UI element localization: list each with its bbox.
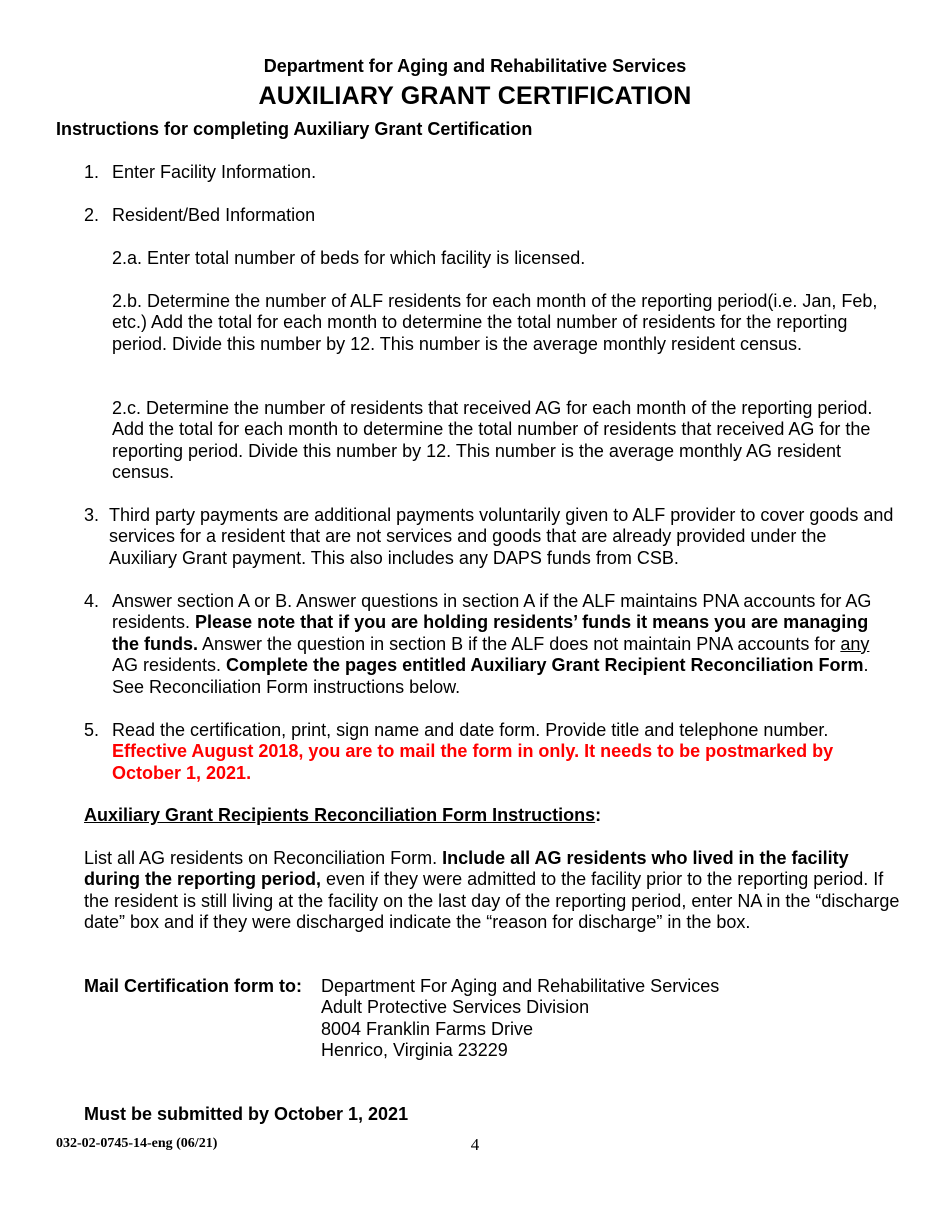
address-line: 8004 Franklin Farms Drive bbox=[321, 1018, 534, 1039]
mailing-address bbox=[321, 976, 719, 1062]
reconciliation-heading-colon: : bbox=[595, 805, 602, 825]
page-title: AUXILIARY GRANT CERTIFICATION bbox=[258, 82, 692, 110]
submission-deadline: Must be submitted by October 1, 2021 bbox=[84, 1104, 409, 1124]
item-4-part: AG residents. bbox=[112, 655, 227, 676]
item-number: 2. bbox=[84, 205, 100, 225]
reconciliation-part: even if they were admitted to the facility prior to the reporting period. If the resident is still living at the facility on the last day of the reporting period, enter NA in the “discharge date” box and if they were discharged indicate the “reason for discharge” in the box. bbox=[84, 869, 900, 933]
reconciliation-part: List all AG residents on Reconciliation Form. bbox=[84, 848, 443, 868]
department-name: Department for Aging and Rehabilitative Services bbox=[263, 56, 687, 76]
reconciliation-bold-part: Include all AG residents who lived in the facility during the reporting period, bbox=[84, 848, 849, 890]
item-text: Enter Facility Information. bbox=[112, 162, 317, 182]
item-5-text: Read the certification, print, sign name and date form. Provide title and telephone number. bbox=[112, 720, 829, 740]
item-4-underlined-word: any bbox=[840, 633, 870, 654]
item-number: 3. bbox=[84, 505, 100, 525]
item-number: 1. bbox=[84, 162, 100, 182]
item-4-part: . See Reconciliation Form instructions below. bbox=[112, 655, 869, 697]
reconciliation-heading bbox=[84, 805, 904, 826]
address-line: Adult Protective Services Division bbox=[321, 997, 590, 1018]
address-line: Henrico, Virginia 23229 bbox=[321, 1040, 508, 1061]
reconciliation-paragraph bbox=[84, 848, 904, 934]
item-text bbox=[112, 720, 894, 784]
item-text: Third party payments are additional payments voluntarily given to ALF provider to cover goods and services for a resident that are not services and goods that are already provided under the Auxiliary Grant payment. This also includes any DAPS funds from CSB. bbox=[109, 505, 894, 568]
reconciliation-heading-text: Auxiliary Grant Recipients Reconciliation Form Instructions bbox=[84, 805, 596, 825]
page-number: 4 bbox=[470, 1135, 480, 1154]
instructions-heading: Instructions for completing Auxiliary Grant Certification bbox=[56, 119, 533, 139]
item-4-bold-note: Please note that if you are holding residents’ funds it means you are managing the funds. bbox=[112, 612, 869, 654]
address-line: Department For Aging and Rehabilitative Services bbox=[321, 976, 720, 996]
mail-deadline-notice: Effective August 2018, you are to mail the form in only. It needs to be postmarked by October 1, 2021. bbox=[112, 741, 834, 783]
list-item-5 bbox=[84, 720, 894, 784]
list-item-2 bbox=[84, 205, 894, 226]
form-number: 032-02-0745-14-eng (06/21) bbox=[56, 1136, 218, 1151]
list-item-3 bbox=[84, 505, 894, 569]
item-4-part: Answer the question in section B if the ALF does not maintain PNA accounts for bbox=[198, 633, 841, 654]
item-text bbox=[112, 591, 894, 698]
mail-label: Mail Certification form to: bbox=[84, 976, 303, 996]
item-number: 4. bbox=[84, 591, 100, 611]
item-number: 5. bbox=[84, 720, 100, 740]
sub-item-2c: 2.c. Determine the number of residents that received AG for each month of the reporting period. Add the total for each month to determine the total number of residents that received AG for the reporting period. Divide this number by 12. This number is the average monthly AG resident census. bbox=[112, 398, 873, 483]
list-item-1 bbox=[84, 162, 894, 183]
item-4-bold-instruction: Complete the pages entitled Auxiliary Grant Recipient Reconciliation Form bbox=[226, 655, 864, 676]
sub-item-2a: 2.a. Enter total number of beds for which facility is licensed. bbox=[112, 248, 586, 268]
list-item-4 bbox=[84, 591, 894, 698]
item-text: Resident/Bed Information bbox=[112, 205, 316, 225]
sub-item-2b: 2.b. Determine the number of ALF residents for each month of the reporting period(i.e. Jan, Feb, etc.) Add the total for each month to determine the total number of residents for the reporting period. Divide this number by 12. This number is the average monthly resident census. bbox=[112, 291, 878, 354]
item-4-part: Answer section A or B. Answer questions in section A if the ALF maintains PNA accounts for AG residents. bbox=[112, 591, 872, 633]
